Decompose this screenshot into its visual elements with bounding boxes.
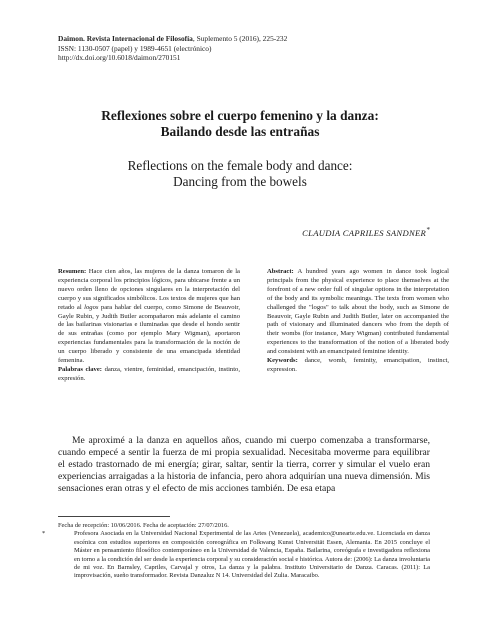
footnote-bio-text: Profesora Asociada en la Universidad Nacional Experimental de las Artes (Venezuela), academico@unearte.edu.ve. Licenciada en danza escénica con estudios superiores en composición coreográfica en Folkwang Kunst Universität Essen, Alemania. En 2015 concluye el Máster en pensamiento filosófico contemporáneo en la Universidad de Valencia, España. Bailarina, coreógrafa e investigadora reflexiona en torno a la condición del ser desde la experiencia corporal y su consideración social e histórica. Autora de: (2006): La danza involuntaria de mi voz. En Barnsley, Capriles, Carvajal y otros, La danza y la palabra. Instituto Universitario de Danza. Caracas. (2011): La improvisación, sueño transformador. Revista Danzaluz N 14. Universidad del Zulia. Maracaibo. (74, 530, 430, 580)
keywords-es-label: Palabras clave: (58, 365, 102, 373)
footnote-dates: Fecha de recepción: 10/06/2016. Fecha de aceptación: 27/07/2016. (58, 522, 229, 529)
keywords-en-text: dance, womb, feminity, emancipation, instinct, expression. (267, 357, 449, 373)
journal-header (58, 34, 438, 63)
title-spanish (40, 108, 440, 140)
journal-issn: ISSN: 1130-0507 (papel) y 1989-4651 (electrónico) (58, 43, 212, 53)
author-footnote-mark: * (426, 226, 430, 234)
abstract-es-label: Resumen: (58, 268, 87, 275)
footnote-author-bio (42, 530, 430, 580)
abstract-es-text2: para hablar del cuerpo, como Simone de Beauvoir, Gayle Rubin, y Judith Butler acompañaron más adelante el camino de las bailarinas visionarias e iluminadas que desde el hondo sentir de sus entrañas (como por ejemplo Mary Wigman), aportaron experiencias fundamentales para la transformación de la noción de un cuerpo liberado y consistente de una emancipada identidad femenina. (58, 303, 241, 365)
abstract-spanish (58, 268, 240, 384)
author-name: CLAUDIA CAPRILES SANDNER* (302, 226, 430, 238)
abstract-en-label: Abstract: (267, 268, 294, 275)
abstract-en-text: A hundred years ago women in dance took logical principals from the physical experience to place themselves at the forefront of a new order full of singular options in the interpretation of the body and its symbolic meanings. The texts from women who challenged the "logos" to talk about the body, such as Simone de Beauvoir, Gayle Rubin and Judith Butler, later on accompanied the path of visionary and illuminated dancers who from the depth of their wombs (for instance, Mary Wigman) contributed fundamental experiences to the transformation of the notion of a liberated body and consistent with an emancipated feminine identity. (267, 268, 449, 356)
body-paragraph: Me aproximé a la danza en aquellos años, cuando mi cuerpo comenzaba a transformarse, cuando empecé a sentir la fuerza de mi propia sexualidad. Necesitaba moverme para equilibrar el estado trastornado de mi energía; girar, saltar, sentir la tierra, correr y simular el vuelo eran experiencias arraigadas a la historia de infancia, pero ahora adquirían una nueva dimensión. Mis sensaciones eran otras y el efecto de mis acciones también. De esa etapa (58, 435, 430, 494)
abstract-english (267, 268, 449, 375)
footnote-divider (58, 516, 170, 517)
journal-name: Daimon. Revista Internacional de Filosofía (58, 34, 193, 43)
title-spanish-line2: Bailando desde las entrañas (160, 124, 320, 139)
abstract-es-text: Hace cien años, las mujeres de la danza tomaron de la experiencia corporal los principios lógicos, para ubicarse frente a un nuevo orden lleno de opciones singulares en la interpretación del cuerpo y sus significados simbólicos. Los textos de mujeres que han retado al (58, 268, 240, 311)
title-spanish-line1: Reflexiones sobre el cuerpo femenino y la danza: (101, 108, 379, 123)
keywords-es-text: danza, vientre, feminidad, emancipación, instinto, expresión. (58, 365, 240, 382)
abstract-es-logos: logos (84, 303, 99, 311)
title-english-line1: Reflections on the female body and dance: (127, 158, 353, 173)
footnotes (42, 522, 430, 581)
journal-doi[interactable]: http://dx.doi.org/10.6018/daimon/270151 (58, 53, 181, 63)
journal-supplement: , Suplemento 5 (2016), 225-232 (192, 34, 288, 43)
footnote-star: * (42, 530, 46, 538)
journal-citation (58, 34, 438, 44)
title-english-line2: Dancing from the bowels (173, 174, 307, 189)
keywords-en-label: Keywords: (267, 357, 298, 365)
title-english (40, 158, 440, 190)
